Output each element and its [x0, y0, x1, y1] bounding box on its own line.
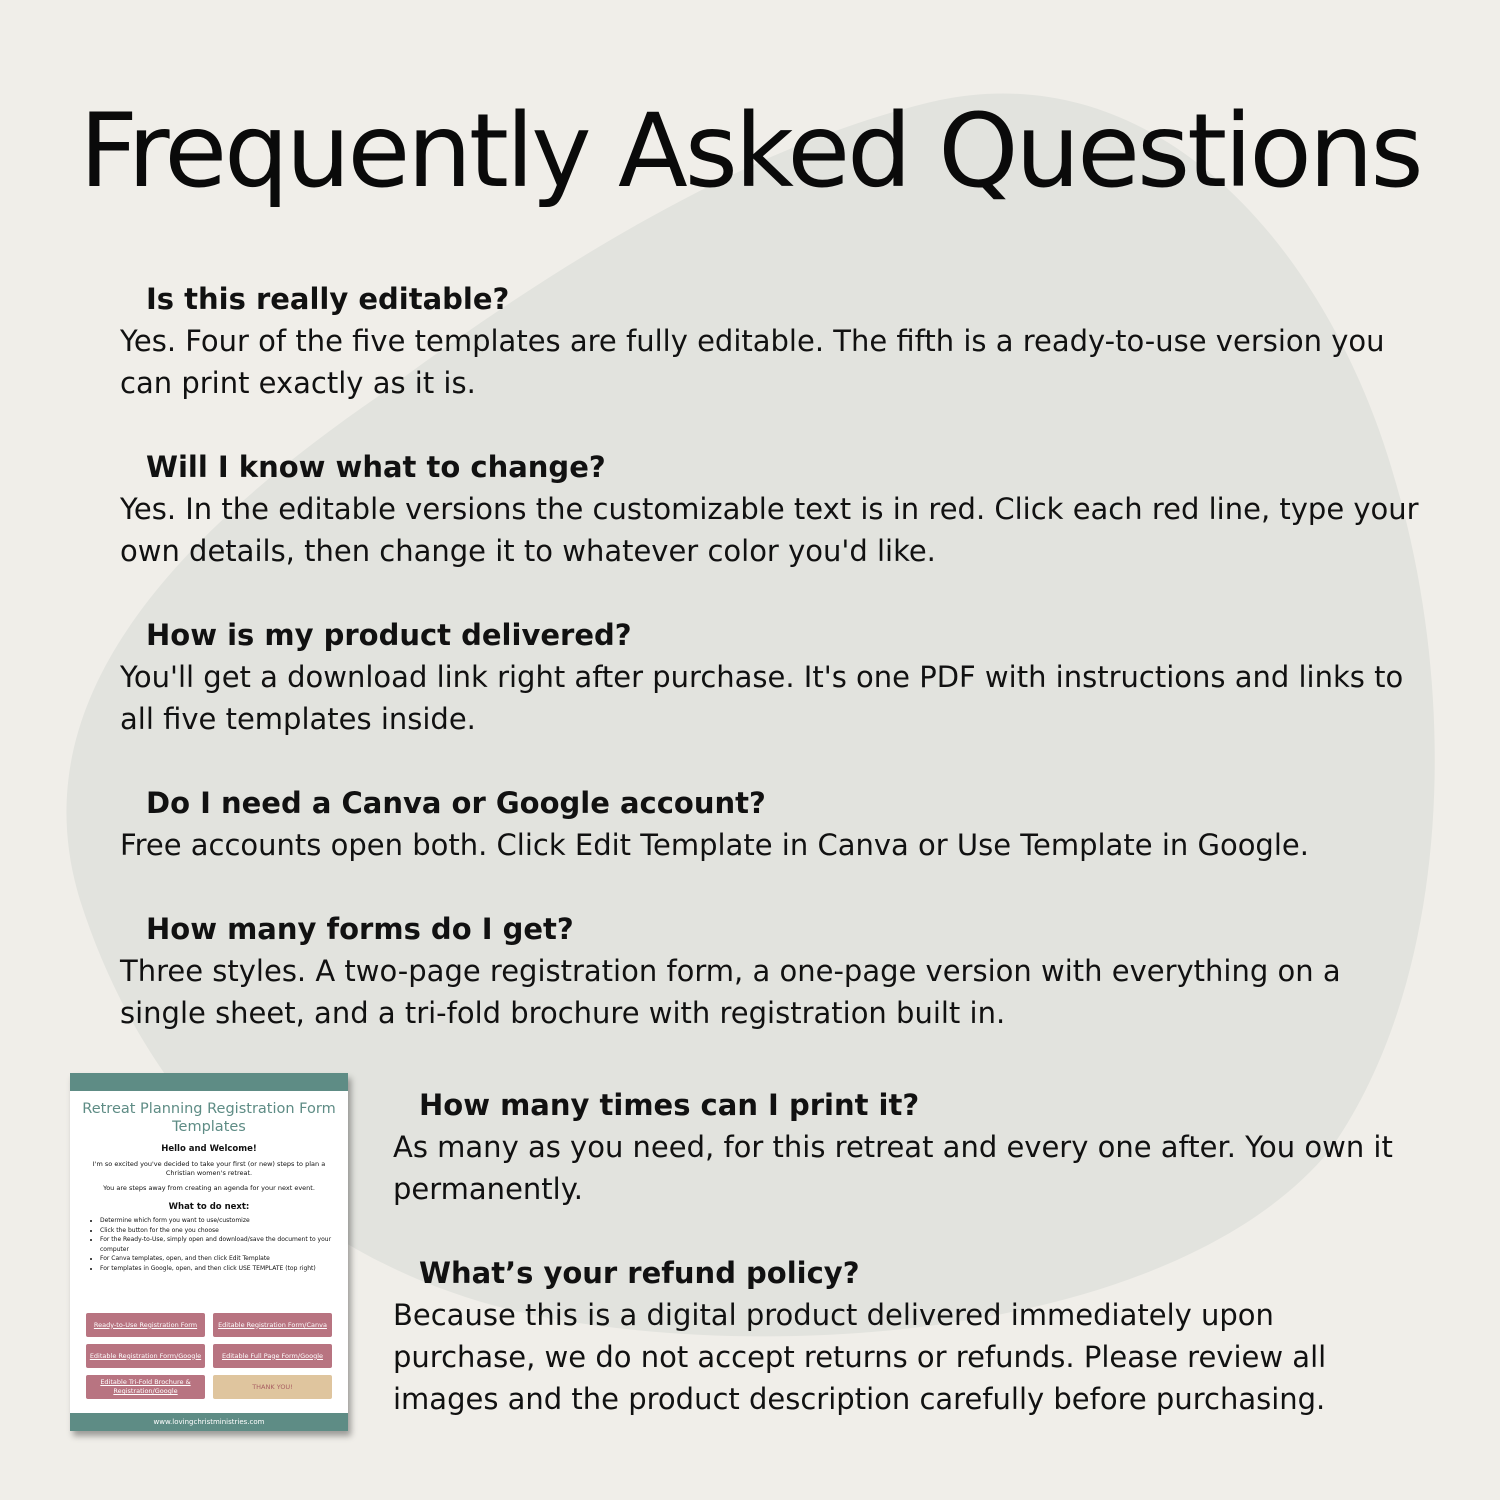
- faq-item: [120, 912, 1420, 1034]
- list-item: • Click the button for the one you choose: [100, 1226, 348, 1236]
- faq-question: Will I know what to change?: [146, 450, 606, 484]
- editable-google-button: Editable Registration Form/Google: [86, 1344, 205, 1368]
- faq-question: Is this really editable?: [146, 282, 510, 316]
- card-greeting: Hello and Welcome!: [161, 1144, 257, 1154]
- faq-answer: As many as you need, for this retreat and every one after. You own it permanently.: [393, 1130, 1393, 1206]
- card-next-heading: What to do next:: [168, 1202, 250, 1212]
- faq-question: How is my product delivered?: [146, 618, 632, 652]
- card-steps-line: You are steps away from creating an agenda for your next event.: [103, 1184, 315, 1192]
- thank-you-button: THANK YOU!: [213, 1375, 332, 1399]
- card-steps-list: [100, 1216, 348, 1273]
- faq-item: [120, 786, 1420, 866]
- list-item: • Determine which form you want to use/customize: [100, 1216, 348, 1226]
- faq-answer: Because this is a digital product delivered immediately upon purchase, we do not accept returns or refunds. Please review all images and the product description carefully before purchasing.: [393, 1298, 1327, 1416]
- editable-trifold-button: Editable Tri-Fold Brochure & Registration/Google: [86, 1375, 205, 1399]
- faq-item: [393, 1256, 1413, 1420]
- faq-question: What’s your refund policy?: [419, 1256, 860, 1290]
- card-intro: I'm so excited you've decided to take your first (or new) steps to plan a Christian women's retreat.: [92, 1160, 326, 1177]
- card-title: Retreat Planning Registration Form Templates: [82, 1101, 336, 1135]
- faq-question: How many forms do I get?: [146, 912, 574, 946]
- faq-question: How many times can I print it?: [419, 1088, 920, 1122]
- faq-answer: Three styles. A two-page registration form, a one-page version with everything on a single sheet, and a tri-fold brochure with registration built in.: [120, 954, 1341, 1030]
- faq-answer: Yes. Four of the five templates are fully editable. The fifth is a ready-to-use version you can print exactly as it is.: [120, 324, 1385, 400]
- faq-item: [120, 618, 1420, 740]
- faq-answer: You'll get a download link right after purchase. It's one PDF with instructions and links to all five templates inside.: [120, 660, 1404, 736]
- ready-to-use-button: Ready-to-Use Registration Form: [86, 1313, 205, 1337]
- faq-answer: Yes. In the editable versions the customizable text is in red. Click each red line, type your own details, then change it to whatever color you'd like.: [120, 492, 1419, 568]
- card-footer-url: www.lovingchristministries.com: [70, 1413, 348, 1431]
- product-preview-card: [70, 1073, 348, 1431]
- faq-answer: Free accounts open both. Click Edit Template in Canva or Use Template in Google.: [120, 828, 1309, 862]
- faq-item: [120, 282, 1420, 404]
- card-top-band: [70, 1073, 348, 1091]
- editable-full-page-button: Editable Full Page Form/Google: [213, 1344, 332, 1368]
- faq-item: [120, 450, 1420, 572]
- list-item: • For Canva templates, open, and then click Edit Template: [100, 1254, 348, 1264]
- list-item: • For templates in Google, open, and then click USE TEMPLATE (top right): [100, 1264, 348, 1274]
- editable-canva-button: Editable Registration Form/Canva: [213, 1313, 332, 1337]
- page-title: Frequently Asked Questions: [79, 92, 1421, 211]
- faq-question: Do I need a Canva or Google account?: [146, 786, 766, 820]
- faq-item: [393, 1088, 1413, 1210]
- list-item: • For the Ready-to-Use, simply open and download/save the document to your computer: [100, 1235, 348, 1254]
